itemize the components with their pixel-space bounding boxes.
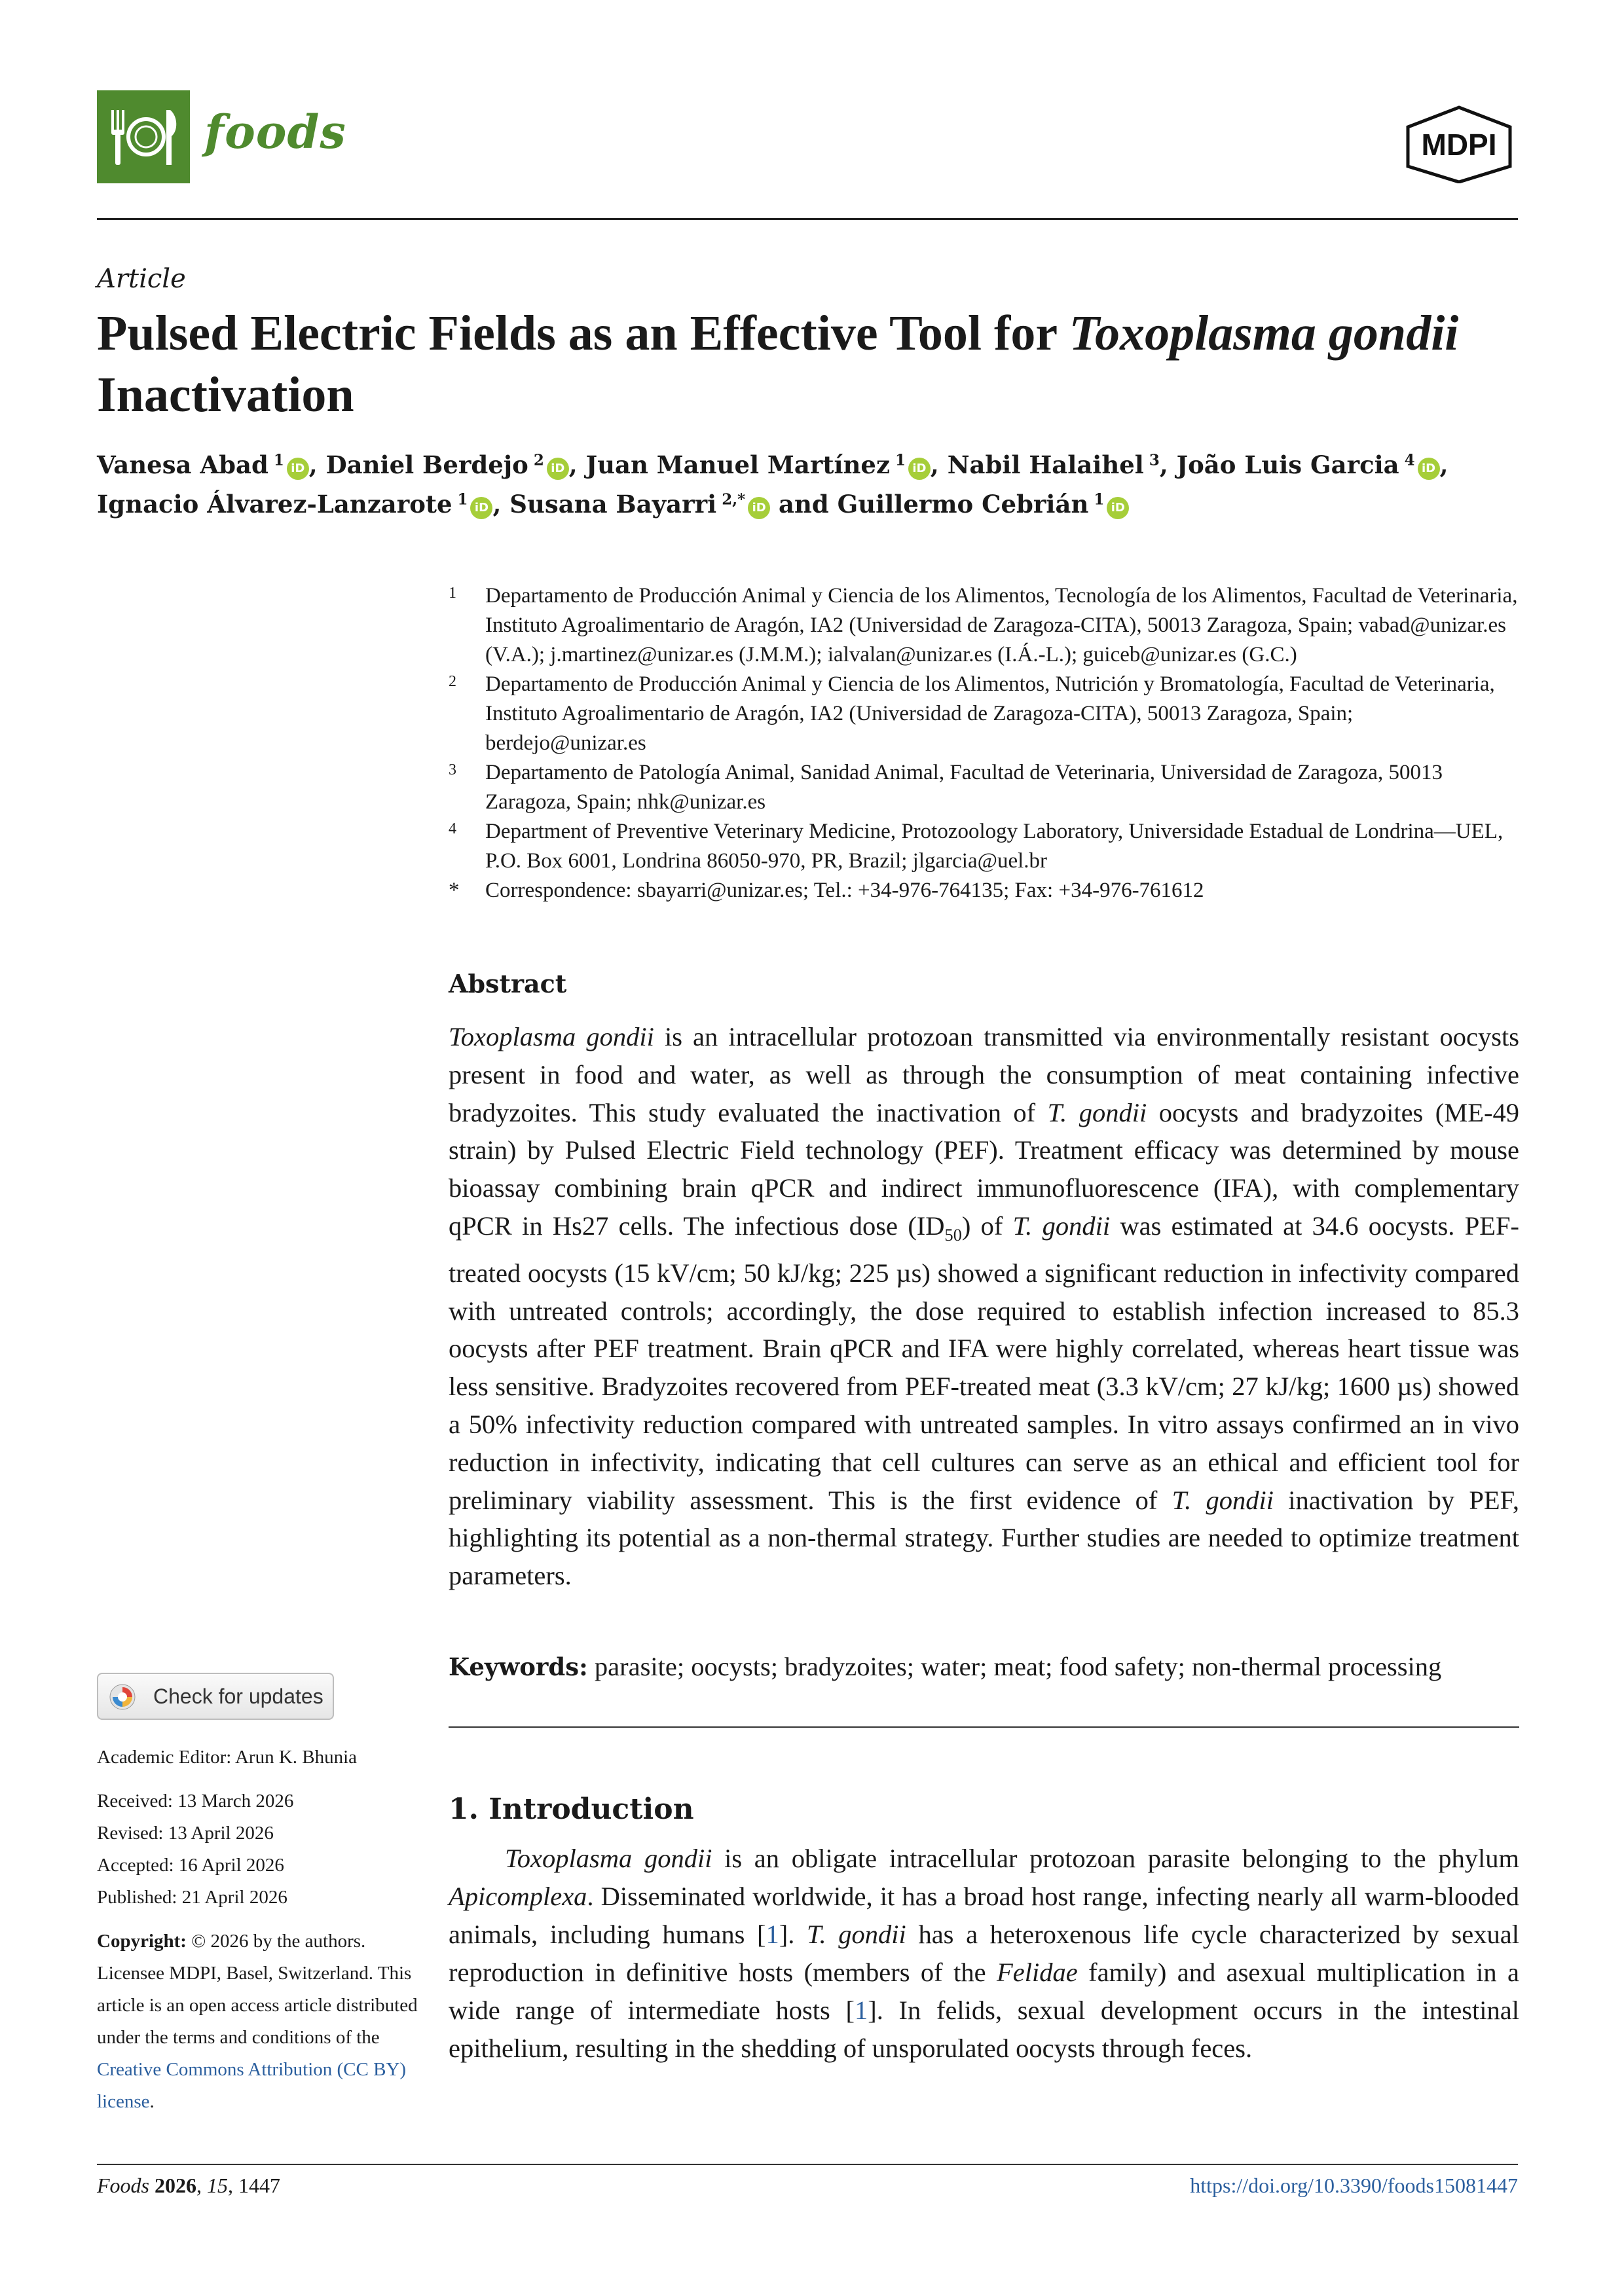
author-affiliation-mark: 2 — [528, 451, 544, 469]
author-separator: , — [1159, 450, 1177, 479]
orcid-icon[interactable]: iD — [287, 458, 309, 480]
author-affiliation-mark: 1 — [889, 451, 906, 469]
author — [509, 490, 837, 519]
check-updates-label: Check for updates — [153, 1685, 323, 1708]
article-title — [97, 302, 1518, 426]
author-affiliation-mark: 2,* — [716, 490, 746, 509]
author-name: Juan Manuel Martínez — [585, 450, 890, 479]
author-separator: , — [308, 450, 326, 479]
academic-editor: Academic Editor: Arun K. Bhunia — [97, 1747, 358, 1768]
section-divider — [449, 1726, 1519, 1728]
publisher-name: MDPI — [1421, 128, 1497, 162]
author-affiliation-mark: 1 — [268, 451, 284, 469]
author-separator: , — [930, 450, 948, 479]
author-name: Guillermo Cebrián — [837, 490, 1089, 519]
title-species: Toxoplasma gondii — [1069, 306, 1459, 361]
correspondence — [449, 876, 1519, 905]
reference-link[interactable]: 1 — [766, 1920, 779, 1949]
date-received: Received: 13 March 2026 — [97, 1791, 294, 1812]
check-for-updates-button[interactable] — [97, 1673, 334, 1720]
publisher-logo — [1400, 105, 1518, 183]
abstract-heading: Abstract — [449, 969, 567, 998]
affiliation-text: Departamento de Patología Animal, Sanidad Animal, Facultad de Veterinaria, Universidad de Zaragoza, 50013 Zaragoza, Spain; nhk@unizar.es — [485, 761, 1443, 814]
author — [838, 490, 1130, 519]
doi-link[interactable]: https://doi.org/10.3390/foods15081447 — [1190, 2174, 1518, 2197]
affiliation-text: Departamento de Producción Animal y Ciencia de los Alimentos, Tecnología de los Alimentos, Facultad de Veterinaria, Instituto Agroalimentario de Aragón, IA2 (Universidad de Zaragoza-CITA), 50013 Zaragoza, Spain; vabad@unizar.es (V.A.); j.martinez@unizar.es (J.M.M.); ialvalan@unizar.es (I.Á.-L.); guiceb@unizar.es (G.C.) — [485, 584, 1518, 666]
journal-name: foods — [204, 105, 346, 159]
article-type: Article — [97, 264, 186, 294]
author-affiliation-mark: 1 — [1088, 490, 1105, 509]
author — [948, 450, 1177, 479]
header-divider — [97, 218, 1518, 220]
affiliations — [449, 581, 1519, 905]
author — [97, 490, 509, 519]
author-name: João Luis Garcia — [1176, 450, 1399, 479]
author — [326, 450, 586, 479]
affiliation-item — [449, 581, 1519, 670]
introduction-paragraph: Toxoplasma gondii is an obligate intracellular protozoan parasite belonging to the phylum Apicomplexa. Disseminated worldwide, it has a broad host range, infecting nearly all warm-blooded animals, including humans [1]. T. gondii has a heteroxenous life cycle characterized by sexual reproduction in definitive hosts (members of the Felidae family) and asexual multiplication in a wide range of intermediate hosts [1]. In felids, sexual development occurs in the intestinal epithelium, resulting in the shedding of unsporulated oocysts through feces. — [449, 1844, 1520, 2063]
author-affiliation-mark: 1 — [452, 490, 468, 509]
date-revised: Revised: 13 April 2026 — [97, 1823, 274, 1844]
orcid-icon[interactable]: iD — [908, 458, 931, 480]
author-affiliation-mark: 3 — [1143, 451, 1160, 469]
affiliation-number: 1 — [449, 585, 456, 602]
orcid-icon[interactable]: iD — [1418, 458, 1440, 480]
footer-divider — [97, 2164, 1518, 2165]
title-text: Pulsed Electric Fields as an Effective Tool for — [97, 306, 1069, 361]
correspondence-mark: * — [449, 879, 460, 902]
author — [586, 450, 948, 479]
keywords-label: Keywords: — [449, 1652, 588, 1681]
date-accepted: Accepted: 16 April 2026 — [97, 1855, 284, 1876]
article-info-sidebar — [97, 1741, 437, 2118]
affiliation-text: Departamento de Producción Animal y Ciencia de los Alimentos, Nutrición y Bromatología, Facultad de Veterinaria, Instituto Agroalimentario de Aragón, IA2 (Universidad de Zaragoza-CITA), 50013 Zaragoza, Spain; berdejo@unizar.es — [485, 672, 1495, 755]
author-affiliation-mark: 4 — [1399, 451, 1415, 469]
author-name: Daniel Berdejo — [325, 450, 528, 479]
author-separator: , — [1439, 450, 1449, 479]
orcid-icon[interactable]: iD — [470, 497, 492, 519]
affiliation-text: Department of Preventive Veterinary Medicine, Protozoology Laboratory, Universidade Estadual de Londrina—UEL, P.O. Box 6001, Londrina 86050-970, PR, Brazil; jlgarcia@uel.br — [485, 820, 1504, 873]
author-name: Nabil Halaihel — [947, 450, 1144, 479]
journal-logo — [97, 90, 190, 183]
date-published: Published: 21 April 2026 — [97, 1887, 287, 1908]
author-list — [97, 445, 1518, 524]
check-updates-icon — [109, 1683, 136, 1711]
orcid-icon[interactable]: iD — [748, 497, 770, 519]
affiliation-item — [449, 670, 1519, 758]
author-name: Ignacio Álvarez-Lanzarote — [97, 490, 452, 519]
affiliation-number: 3 — [449, 761, 456, 778]
plate-fork-knife-icon — [97, 90, 190, 183]
keywords-list: parasite; oocysts; bradyzoites; water; meat; food safety; non-thermal processing — [594, 1652, 1442, 1681]
reference-link[interactable]: 1 — [855, 1995, 868, 2025]
orcid-icon[interactable]: iD — [547, 458, 569, 480]
author-separator: , — [568, 450, 586, 479]
title-text-end: Inactivation — [97, 367, 354, 422]
affiliation-number: 4 — [449, 820, 456, 837]
author — [1177, 450, 1449, 479]
correspondence-text: Correspondence: sbayarri@unizar.es; Tel.: +34-976-764135; Fax: +34-976-761612 — [485, 879, 1204, 902]
copyright-notice: Copyright: © 2026 by the authors. Licensee MDPI, Basel, Switzerland. This article is an open access article distributed under the terms and conditions of the Creative Commons Attribution (CC BY) license. — [97, 1931, 418, 2112]
affiliation-item — [449, 758, 1519, 817]
citation-footer: Foods 2026, 15, 1447 — [97, 2174, 280, 2197]
author-separator: and — [770, 490, 838, 519]
author-name: Susana Bayarri — [509, 490, 717, 519]
keywords — [449, 1651, 1519, 1682]
orcid-icon[interactable]: iD — [1107, 497, 1129, 519]
author-name: Vanesa Abad — [97, 450, 268, 479]
abstract-text: Toxoplasma gondii is an intracellular protozoan transmitted via environmentally resistant oocysts present in food and water, as well as through the consumption of meat containing infective bradyzoites. This study evaluated the inactivation of T. gondii oocysts and bradyzoites (ME-49 strain) by Pulsed Electric Field technology (PEF). Treatment efficacy was determined by mouse bioassay combining brain qPCR and indirect immunofluorescence (IFA), with complementary qPCR in Hs27 cells. The infectious dose $(ID_{50})$ of T. gondii was estimated at 34.6 oocysts. PEF-treated oocysts (15 kV/cm; 50 kJ/kg; 225 µs) showed a significant reduction in infectivity compared with untreated controls; accordingly, the dose required to establish infection increased to 85.3 oocysts after PEF treatment. Brain qPCR and IFA were highly correlated, whereas heart tissue was less sensitive. Bradyzoites recovered from PEF-treated meat (3.3 kV/cm; 27 kJ/kg; 1600 µs) showed a 50% infectivity reduction compared with untreated samples. In vitro assays confirmed an in vivo reduction in infectivity, indicating that cell cultures can serve as an ethical and efficient tool for preliminary viability assessment. This is the first evidence of T. gondii inactivation by PEF, highlighting its potential as a non-thermal strategy. Further studies are needed to optimize treatment parameters. — [449, 1022, 1520, 1591]
author-separator: , — [492, 490, 510, 519]
author — [97, 450, 326, 479]
section-heading-introduction: 1. Introduction — [449, 1793, 694, 1826]
license-link[interactable]: Creative Commons Attribution (CC BY) license — [97, 2059, 407, 2112]
affiliation-number: 2 — [449, 673, 456, 690]
affiliation-item — [449, 817, 1519, 876]
